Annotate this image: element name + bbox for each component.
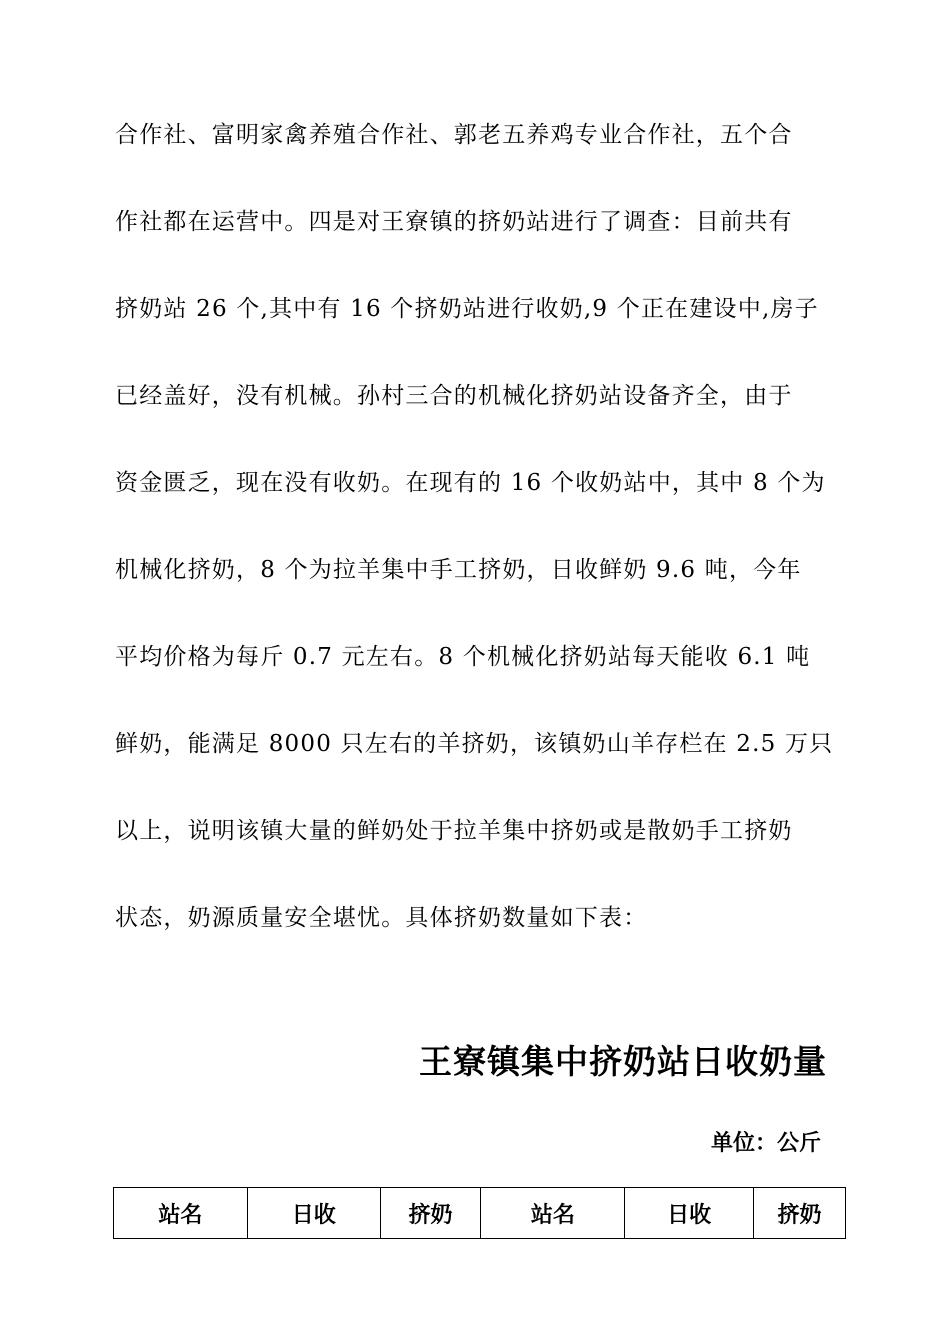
header-station-name: 站名: [481, 1188, 625, 1239]
paragraph-line: 机械化挤奶，8 个为拉羊集中手工挤奶，日收鲜奶 9.6 吨，今年: [115, 557, 802, 583]
paragraph-line: 已经盖好，没有机械。孙村三合的机械化挤奶站设备齐全，由于: [115, 383, 793, 409]
header-milking: 挤奶: [754, 1188, 846, 1239]
header-milking: 挤奶: [380, 1188, 481, 1239]
header-station-name: 站名: [114, 1188, 248, 1239]
milk-station-table: [113, 1187, 846, 1239]
paragraph-line: 状态，奶源质量安全堪忧。具体挤奶数量如下表：: [115, 905, 648, 931]
paragraph-line: 资金匮乏，现在没有收奶。在现有的 16 个收奶站中，其中 8 个为: [115, 470, 826, 496]
paragraph-line: 挤奶站 26 个,其中有 16 个挤奶站进行收奶,9 个正在建设中,房子: [115, 296, 819, 322]
paragraph-line: 以上，说明该镇大量的鲜奶处于拉羊集中挤奶或是散奶手工挤奶: [115, 818, 793, 844]
unit-label: 单位：公斤: [711, 1130, 822, 1156]
table-title: 王寮镇集中挤奶站日收奶量: [419, 1042, 827, 1081]
paragraph-line: 合作社、富明家禽养殖合作社、郭老五养鸡专业合作社，五个合: [115, 122, 793, 148]
paragraph-line: 作社都在运营中。四是对王寮镇的挤奶站进行了调查：目前共有: [115, 209, 793, 235]
table-header-row: [114, 1188, 846, 1239]
paragraph-line: 鲜奶，能满足 8000 只左右的羊挤奶，该镇奶山羊存栏在 2.5 万只: [115, 731, 834, 757]
header-daily-collection: 日收: [625, 1188, 754, 1239]
header-daily-collection: 日收: [247, 1188, 380, 1239]
paragraph-line: 平均价格为每斤 0.7 元左右。8 个机械化挤奶站每天能收 6.1 吨: [115, 644, 811, 670]
